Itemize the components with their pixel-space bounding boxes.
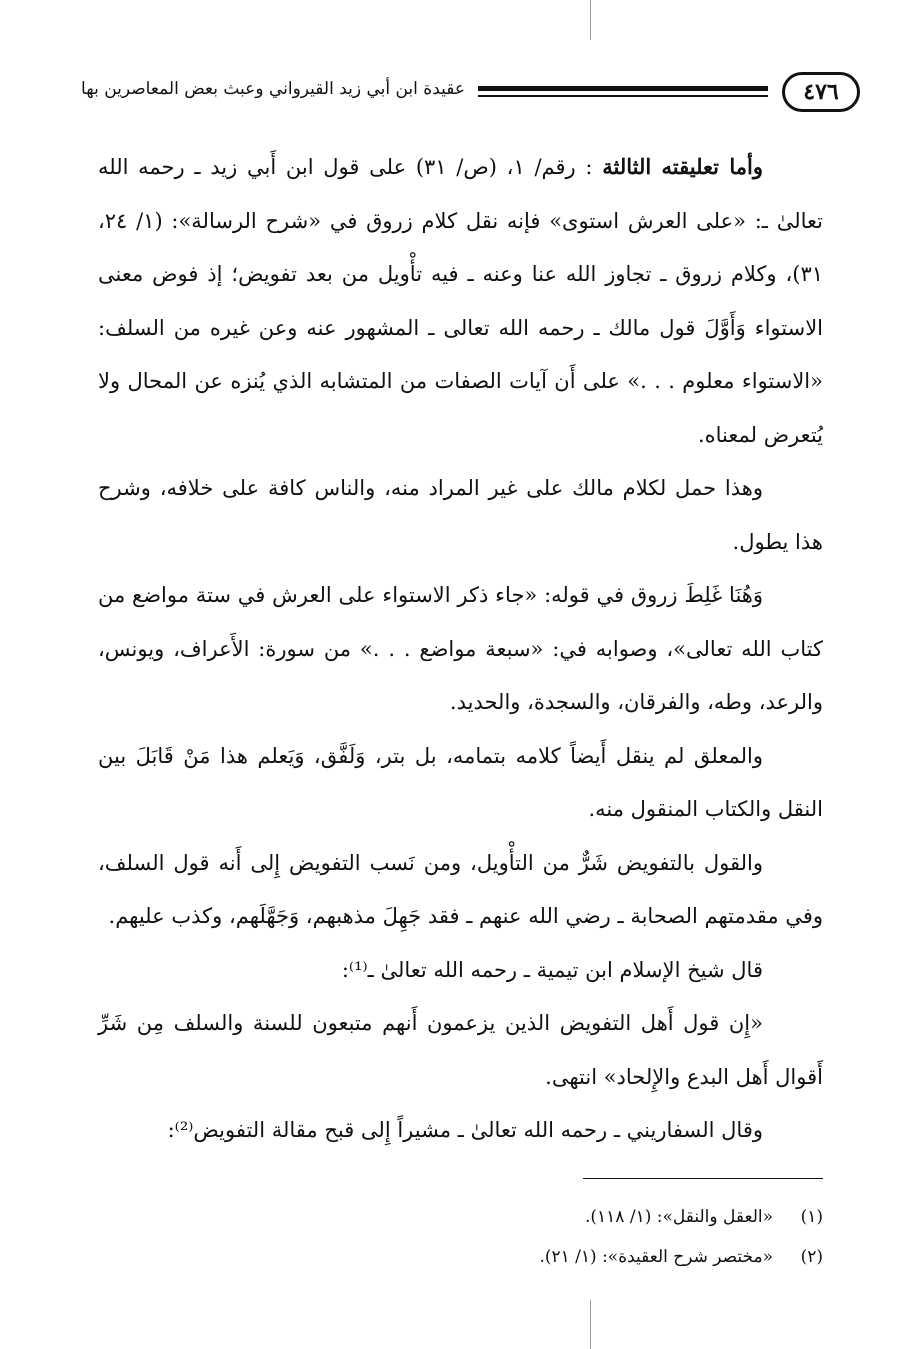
header-rule [478, 86, 768, 97]
page-header [70, 72, 860, 116]
crop-mark-bottom [590, 1300, 591, 1349]
paragraph-4: والمعلق لم ينقل أَيضاً كلامه بتمامه، بل بتر، وَلَفَّق، وَيَعلم هذا مَنْ قَابَلَ بين النقل والكتاب المنقول منه. [98, 743, 823, 821]
footnote-number: (١) [800, 1207, 823, 1227]
paragraph-1 [98, 140, 823, 462]
footnote-1 [98, 1197, 823, 1237]
body-text [98, 140, 823, 1158]
paragraph-1-lead: وأما تعليقته الثالثة [602, 154, 763, 179]
footnotes [98, 1197, 823, 1277]
paragraph-7: «إِن قول أَهل التفويض الذين يزعمون أَنهم متبعون للسنة والسلف مِن شَرِّ أَقوال أَهل البدع والإِلحاد» انتهى. [98, 1011, 823, 1089]
footnote-2 [98, 1237, 823, 1277]
footnote-text: «مختصر شرح العقيدة»: (١/ ٢١). [539, 1247, 773, 1267]
paragraph-5: والقول بالتفويض شَرٌّ من التأْويل، ومن نَسب التفويض إِلى أَنه قول السلف، وفي مقدمتهم الصحابة ـ رضي الله عنهم ـ فقد جَهِلَ مذهبهم، وَجَهَّلَهم، وكذب عليهم. [98, 850, 823, 928]
paragraph-1-text: : رقم/ ١، (ص/ ٣١) على قول ابن أَبي زيد ـ رحمه الله تعالىٰ ـ: «على العرش استوى» فإنه نقل كلام زروق في «شرح الرسالة»: (١/ ٢٤، ٣١)، وكلام زروق ـ تجاوز الله عنا وعنه ـ فيه تأْويل من بعد تفويض؛ إذ فوض معنى الاستواء وَأَوَّلَ قول مالك ـ رحمه الله تعالى ـ المشهور عنه وعن غيره من السلف: «الاستواء معلوم . . .» على أَن آيات الصفات من المتشابه الذي يُنزه عن المحال ولا يُتعرض لمعناه. [98, 155, 823, 447]
footnote-rule [583, 1178, 823, 1179]
footnote-number: (٢) [800, 1247, 823, 1267]
running-title: عقيدة ابن أبي زيد القيرواني وعبث بعض المعاصرين بها [81, 79, 465, 99]
crop-mark-top [590, 0, 591, 40]
paragraph-3: وَهُنَا غَلِطَ زروق في قوله: «جاء ذكر الاستواء على العرش في ستة مواضع من كتاب الله تعالى»، وصوابه في: «سبعة مواضع . . .» من سورة: الأَعراف، ويونس، والرعد، وطه، والفرقان، والسجدة، والحديد. [98, 583, 823, 714]
paragraph-6: قال شيخ الإسلام ابن تيمية ـ رحمه الله تعالىٰ ـ⁽¹⁾: [341, 957, 763, 982]
footnote-text: «العقل والنقل»: (١/ ١١٨). [585, 1207, 773, 1227]
paragraph-2: وهذا حمل لكلام مالك على غير المراد منه، والناس كافة على خلافه، وشرح هذا يطول. [98, 476, 823, 554]
paragraph-8: وقال السفاريني ـ رحمه الله تعالىٰ ـ مشيراً إِلى قبح مقالة التفويض⁽²⁾: [167, 1118, 763, 1142]
page-number-badge [782, 72, 860, 112]
page-number: ٤٧٦ [803, 79, 839, 105]
